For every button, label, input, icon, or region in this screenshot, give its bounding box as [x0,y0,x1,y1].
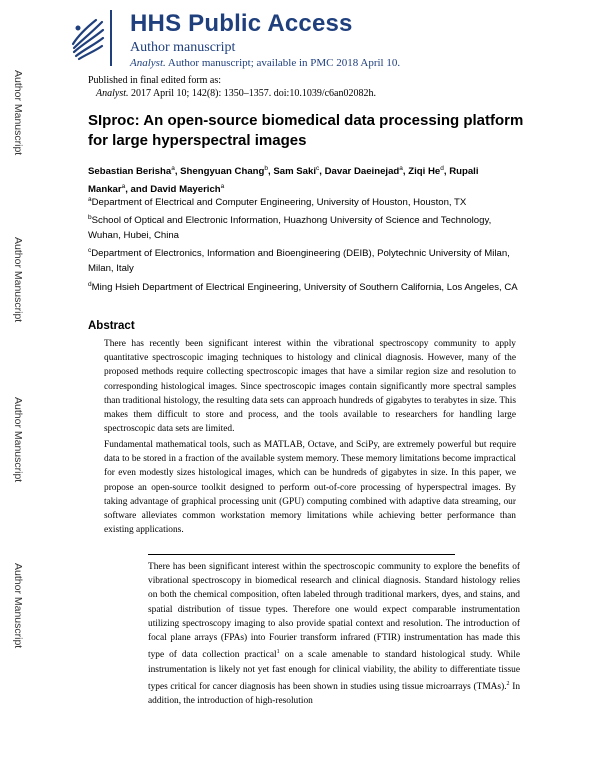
side-rail [0,0,60,776]
header-availability-note [130,57,400,69]
author-name: Rupali Mankar [88,166,479,195]
header-title: HHS Public Access [130,10,353,37]
affiliation-mark: c [88,247,92,254]
section-divider [148,554,455,555]
abstract-paragraph-1: There has recently been significant interest within the vibrational spectroscopy community to apply quantitative spectroscopic imaging techniques to histology and clinical diagnosis. However, many of the proposed methods require collecting spectroscopic images that have a similar region size and resolution to corresponding histological images. Since spectroscopic images contain significantly more spectral samples than traditional histology, the resulting data sets can approach hundreds of gigabytes to terabytes in size. This makes them difficult to store and process, and the tools available to researchers for handling large spectroscopic data sets are limited. [104,339,516,435]
author-affiliation-mark: a [399,165,403,172]
author-name: Davar Daeinejad [324,166,400,178]
hhs-header [66,10,586,72]
intro-text-1: There has been significant interest within the spectroscopic community to explore the benefits of vibrational spectroscopy in biomedical research and clinical diagnosis. Standard histology relies on both the chemical composition, often labeled through traditional markers, dyes, and stains, and spatial distribution of tissue types. Therefore one would expect comparable instrumentation utilizing spectroscopy imaging to also provide spatial context and resolution. The introduction of focal plane arrays (FPAs) into Fourier transform infrared (FTIR) instrumentation has made this type of data collection practical [148,562,520,661]
affiliation-mark: a [88,196,92,203]
affiliation-d [88,278,518,296]
header-availability-text: Author manuscript; available in PMC 2018 April 10. [167,57,401,69]
hhs-eagle-logo-icon [66,10,112,66]
author-name: Ziqi He [408,166,441,178]
affiliation-mark: d [88,281,92,288]
author-affiliation-mark: a [220,182,225,190]
affiliation-text: Department of Electrical and Computer Engineering, University of Houston, Houston, TX [91,197,467,209]
author-name: David Mayerich [150,183,221,195]
author-affiliation-mark: c [316,165,320,172]
pub-info-label: Published in final edited form as: [88,75,222,86]
reference-mark: 2 [506,680,510,687]
affiliation-text: School of Optical and Electronic Information, Huazhong University of Science and Technology, Wuhan, Hubei, China [88,215,492,241]
intro-text-2: on a scale amenable to standard histological study. While instrumentation is likely not yet fast enough for clinical viability, the ability to differentiate tissue types critical for cancer diagnosis has been shown in studies using tissue microarrays (TMAs). [148,650,520,692]
author-name: Sam Saki [273,166,317,178]
header-journal: Analyst. [130,57,166,69]
author-name: Sebastian Berisha [88,166,172,178]
reference-mark: 1 [276,649,280,656]
author-affiliation-mark: a [121,182,126,190]
author-name: Shengyuan Chang [180,166,265,178]
affiliation-a [88,193,518,211]
header-subtitle: Author manuscript [130,40,236,55]
affiliation-mark: b [88,214,92,221]
affiliation-b [88,211,518,243]
side-label-author-manuscript: Author Manuscript [12,563,24,649]
introduction-paragraph [148,560,520,708]
intro-text-3: In addition, the introduction of high-resolution [148,681,521,707]
affiliation-c [88,244,518,276]
author-affiliation-mark: d [440,165,444,172]
author-affiliation-mark: b [264,165,268,172]
abstract-paragraph-2: Fundamental mathematical tools, such as MATLAB, Octave, and SciPy, are extremely powerful but require data to be stored in a fraction of the available system memory. These memory limitations become impractical for even modestly sizes histological images, which can be hundreds of gigabytes in size. In this paper, we propose an open-source toolkit designed to perform out-of-core processing of hyperspectral images. By taking advantage of graphical processing unit (GPU) computing combined with adaptive data streaming, our software alleviates common workstation memory limitations while achieving better performance than existing applications. [104,440,516,536]
abstract-heading: Abstract [88,320,135,332]
side-label-author-manuscript: Author Manuscript [12,397,24,483]
publication-info [88,74,376,100]
side-label-author-manuscript: Author Manuscript [12,70,24,156]
pub-info-journal: Analyst. [96,88,129,99]
affiliation-text: Ming Hsieh Department of Electrical Engineering, University of Southern California, Los Angeles, CA [91,282,518,294]
article-title: SIproc: An open-source biomedical data processing platform for large hyperspectral images [88,112,524,149]
author-list: Sebastian Berisha$^a$, Shengyuan Chang$^b$, Sam Saki$^c$, Davar Daeinejad$^a$, Ziqi He$^d$, Rupali Mankar$^a$, and David Mayerich$^a$ [88,165,479,195]
side-label-author-manuscript: Author Manuscript [12,237,24,323]
author-affiliation-mark: a [171,165,175,172]
pub-info-citation-text: 2017 April 10; 142(8): 1350–1357. doi:10.1039/c6an02082h. [131,88,376,99]
affiliation-text: Department of Electronics, Information and Bioengineering (DEIB), Polytechnic University of Milan, Milan, Italy [88,248,510,274]
pub-info-citation [88,87,376,100]
